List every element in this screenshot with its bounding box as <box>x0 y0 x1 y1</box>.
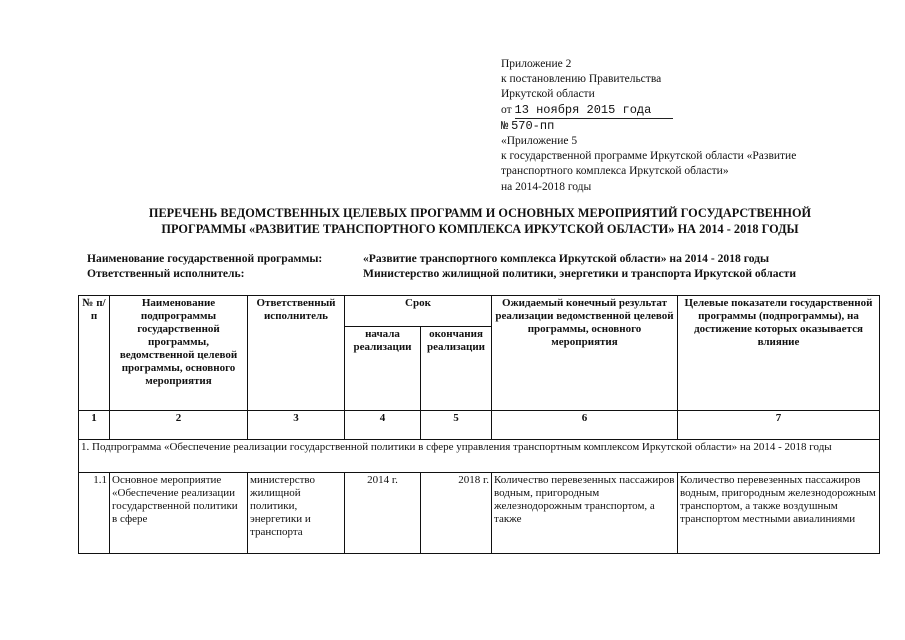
appendix-block <box>501 57 881 195</box>
number-prefix: № <box>501 118 509 133</box>
title-line-2: ПРОГРАММЫ «РАЗВИТИЕ ТРАНСПОРТНОГО КОМПЛЕКСА ИРКУТСКОЙ ОБЛАСТИ» НА 2014 - 2018 ГОДЫ <box>161 221 799 236</box>
column-number: 7 <box>678 411 880 440</box>
appendix-line-1: Приложение 2 <box>501 58 572 70</box>
header-term: Срок <box>345 296 492 327</box>
executor-row <box>87 267 877 282</box>
row-name: Основное мероприятие «Обеспечение реализации государственной политики в сфере <box>110 473 248 554</box>
appendix-date <box>501 103 881 119</box>
column-number: 6 <box>492 411 678 440</box>
document-title <box>100 206 860 237</box>
header-term-start: начала реализации <box>345 327 421 411</box>
table-row <box>79 473 880 554</box>
section-row <box>79 440 880 473</box>
date-prefix: от <box>501 103 512 116</box>
column-number: 2 <box>110 411 248 440</box>
column-number-row <box>79 411 880 440</box>
sub-appendix-line-2: к государственной программе Иркутской области «Развитие <box>501 150 797 163</box>
column-number: 1 <box>79 411 110 440</box>
row-end: 2018 г. <box>421 473 492 554</box>
header-indicators: Целевые показатели государственной программы (подпрограммы), на достижение которых оказывается влияние <box>678 296 880 411</box>
column-number: 4 <box>345 411 421 440</box>
header-name: Наименование подпрограммы государственной программы, ведомственной целевой программы, основного мероприятия <box>110 296 248 411</box>
column-number: 5 <box>421 411 492 440</box>
header-result: Ожидаемый конечный результат реализации ведомственной целевой программы, основного мероприятия <box>492 296 678 411</box>
sub-appendix-line-1: «Приложение 5 <box>501 135 578 148</box>
executor-label: Ответственный исполнитель: <box>87 266 245 280</box>
header-executor: Ответственный исполнитель <box>248 296 345 411</box>
row-result: Количество перевезенных пассажиров водным, пригородным железнодорожным транспортом, а также <box>492 473 678 554</box>
column-number: 3 <box>248 411 345 440</box>
section-title: 1. Подпрограмма «Обеспечение реализации государственной политики в сфере управления транспортным комплексом Иркутской области» на 2014 - 2018 годы <box>79 440 880 473</box>
sub-appendix-line-3: транспортного комплекса Иркутской области» <box>501 165 729 178</box>
date-value: 13 ноября 2015 года <box>515 103 674 119</box>
header-term-end: окончания реализации <box>421 327 492 411</box>
program-meta <box>87 252 877 281</box>
executor-value: Министерство жилищной политики, энергетики и транспорта Иркутской области <box>363 266 797 280</box>
header-num: № п/п <box>79 296 110 411</box>
row-num: 1.1 <box>79 473 110 554</box>
row-indicators: Количество перевезенных пассажиров водным, пригородным железнодорожным транспортом, а также воздушным транспортом местными авиалиниями <box>678 473 880 554</box>
appendix-number <box>501 119 881 134</box>
appendix-line-3: Иркутской области <box>501 88 595 101</box>
program-row <box>87 252 877 267</box>
number-value: 570-пп <box>511 118 555 133</box>
program-label: Наименование государственной программы: <box>87 252 323 265</box>
programs-table <box>78 295 880 554</box>
header-row-1 <box>79 296 880 327</box>
program-value: «Развитие транспортного комплекса Иркутской области» на 2014 - 2018 годы <box>363 252 770 265</box>
row-start: 2014 г. <box>345 473 421 554</box>
sub-appendix-line-4: на 2014-2018 годы <box>501 180 592 193</box>
row-executor: министерство жилищной политики, энергетики и транспорта <box>248 473 345 554</box>
title-line-1: ПЕРЕЧЕНЬ ВЕДОМСТВЕННЫХ ЦЕЛЕВЫХ ПРОГРАММ И ОСНОВНЫХ МЕРОПРИЯТИЙ ГОСУДАРСТВЕННОЙ <box>148 206 812 220</box>
appendix-line-2: к постановлению Правительства <box>501 73 662 86</box>
